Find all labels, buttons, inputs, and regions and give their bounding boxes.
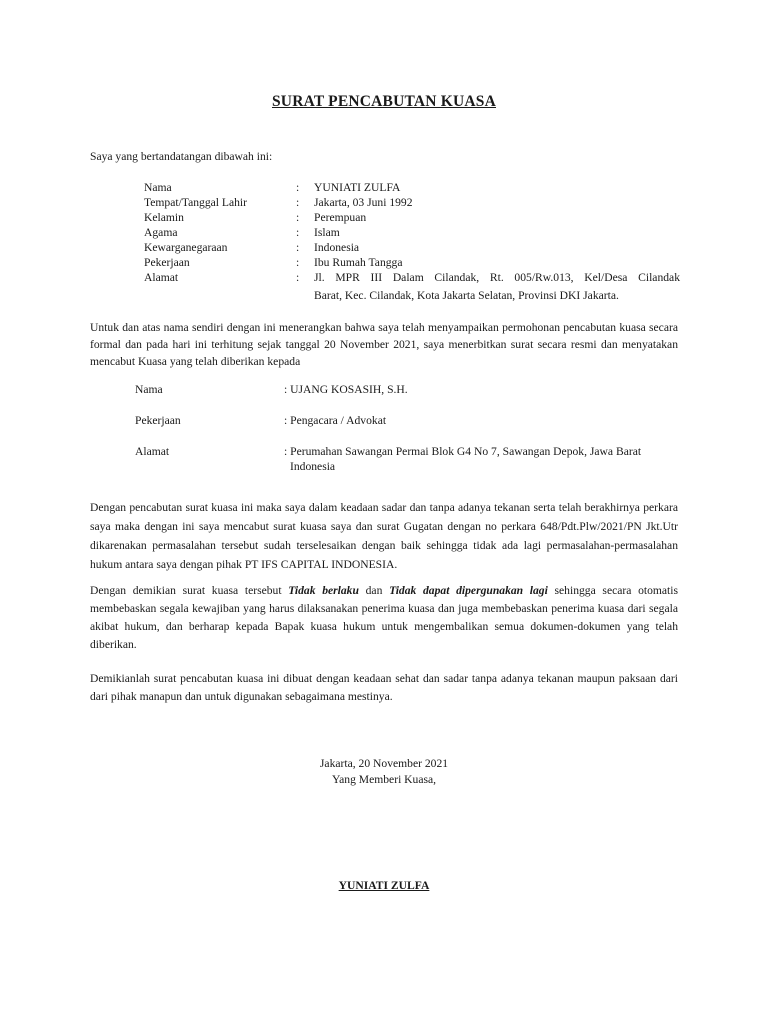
paragraph-closing-statement: Demikianlah surat pencabutan kuasa ini dibuat dengan keadaan sehat dan sadar tanpa adanya tekanan maupun paksaan dari dari pihak manapun dan untuk digunakan sebagaimana mestinya. xyxy=(90,672,678,703)
field-colon: : xyxy=(296,196,300,209)
field-value: Jakarta, 03 Juni 1992 xyxy=(314,196,413,209)
field-label: Alamat xyxy=(144,271,179,284)
field-label: Alamat xyxy=(135,445,170,458)
field-value: YUNIATI ZULFA xyxy=(314,181,401,194)
field-value: : Perumahan Sawangan Permai Blok G4 No 7, Sawangan Depok, Jawa Barat xyxy=(284,445,642,458)
field-label: Pekerjaan xyxy=(135,414,181,427)
field-value: Islam xyxy=(314,226,340,239)
paragraph-revocation: Untuk dan atas nama sendiri dengan ini menerangkan bahwa saya telah menyampaikan permohonan pencabutan kuasa secara formal dan pada hari ini terhitung sejak tanggal 20 November 2021, saya menerbitkan surat secara resmi dan menyatakan mencabut Kuasa yang telah diberikan kepada xyxy=(90,321,678,368)
emphasis-not-valid: Tidak berlaku xyxy=(288,584,359,597)
field-colon: : xyxy=(296,226,300,239)
field-label: Nama xyxy=(144,181,172,194)
field-label: Tempat/Tanggal Lahir xyxy=(144,196,248,209)
field-value: : UJANG KOSASIH, S.H. xyxy=(284,383,408,396)
place-date: Jakarta, 20 November 2021 xyxy=(319,757,449,770)
field-label: Agama xyxy=(144,226,178,239)
emphasis-cannot-be-used: Tidak dapat dipergunakan lagi xyxy=(389,584,548,597)
letter-title: SURAT PENCABUTAN KUASA xyxy=(271,93,496,110)
field-colon: : xyxy=(296,211,300,224)
field-label: Pekerjaan xyxy=(144,256,190,269)
field-label: Kewarganegaraan xyxy=(144,241,228,254)
signer-name: YUNIATI ZULFA xyxy=(338,879,430,892)
field-label: Kelamin xyxy=(144,211,184,224)
text-segment: sehingga secara otomatis membebaskan segala kewajiban yang harus dilaksanakan penerima kuasa dan juga membebaskan penerima kuasa dari segala akibat hukum, dan berharap kepada Bapak kuasa hukum untuk mengembalikan semua dokumen-dokumen yang telah diberikan. xyxy=(90,584,679,651)
field-colon: : xyxy=(296,256,300,269)
field-value: Ibu Rumah Tangga xyxy=(314,256,403,269)
intro-text: Saya yang bertandatangan dibawah ini: xyxy=(90,150,273,163)
field-value: Indonesia xyxy=(314,241,360,254)
field-colon: : xyxy=(296,271,300,284)
field-value: Jl. MPR III Dalam Cilandak, Rt. 005/Rw.013, Kel/Desa Cilandak xyxy=(314,271,680,284)
field-value: Perempuan xyxy=(314,211,367,224)
signature-block xyxy=(0,878,768,893)
paragraph-invalidity xyxy=(90,582,678,654)
field-value: Indonesia xyxy=(290,460,336,473)
text-segment: Dengan demikian surat kuasa tersebut xyxy=(90,584,289,597)
field-colon: : xyxy=(296,241,300,254)
signer-role: Yang Memberi Kuasa, xyxy=(331,773,437,786)
field-label: Nama xyxy=(135,383,163,396)
field-value: Barat, Kec. Cilandak, Kota Jakarta Selatan, Provinsi DKI Jakarta. xyxy=(314,289,619,302)
field-value: : Pengacara / Advokat xyxy=(284,414,387,427)
paragraph-case-closure: Dengan pencabutan surat kuasa ini maka saya dalam keadaan sadar dan tanpa adanya tekanan serta telah berakhirnya perkara saya maka dengan ini saya mencabut surat kuasa saya dan surat Gugatan dengan no perkara 648/Pdt.Plw/2021/PN Jkt.Utr dikarenakan permasalahan tersebut sudah terselesaikan dengan baik sehingga tidak ada lagi permasalahan-permasalahan hukum antara saya dengan pihak PT IFS CAPITAL INDONESIA. xyxy=(90,501,678,571)
text-segment: dan xyxy=(358,584,390,597)
field-colon: : xyxy=(296,181,300,194)
